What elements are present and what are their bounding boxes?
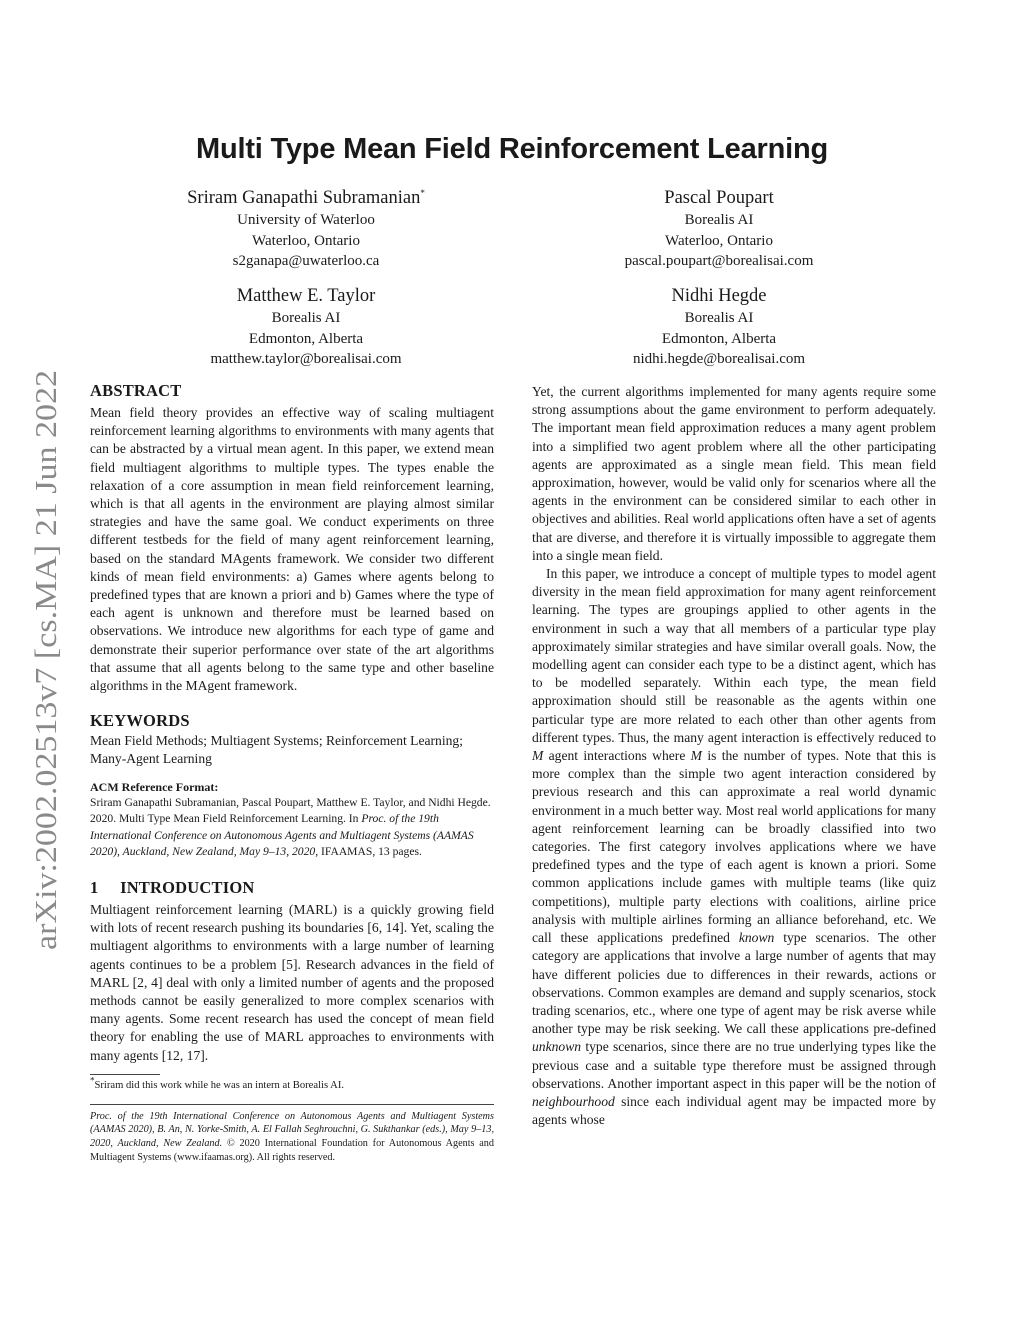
intro-paragraph-2: Yet, the current algorithms implemented for many agents require some strong assumptions about the game environment to perform adequately. The important mean field approximation reduces a many agent problem into a simplified two agent problem where all the other participating agents are approximated as a single mean field. This mean field approximation, however, would be valid only for scenarios where all the agents in the environment can be considered similar to each other in objectives and abilities. Real world applications often have a set of agents that are diverse, and therefore it is virtually impossible to aggregate them into a single mean field.	[532, 384, 936, 563]
acm-reference-text: Sriram Ganapathi Subramanian, Pascal Poupart, Matthew E. Taylor, and Nidhi Hegde. 2020. Multi Type Mean Field Reinforcement Learning. In Proc. of the 19th International Conference on Autonomous Agents and Multiagent Systems (AAMAS 2020), Auckland, New Zealand, May 9–13, 2020, IFAAMAS, 13 pages.	[90, 795, 491, 859]
author-affiliation: Borealis AI	[271, 310, 341, 326]
author-name: Matthew E. Taylor	[236, 286, 376, 306]
intro-paragraph-1: Multiagent reinforcement learning (MARL) is a quickly growing field with lots of recent research pushing its boundaries [6, 14]. Yet, scaling the multiagent algorithms to environments with a large number of learning agents continues to be a problem [5]. Research advances in the field of MARL [2, 4] deal with only a limited number of agents and the proposed methods cannot be easily generalized to more complex scenarios with many agents. Some recent research has used the concept of mean field theory for enabling the use of MARL approaches to environments with many agents [12, 17].	[90, 902, 494, 1063]
author-name: Sriram Ganapathi Subramanian*	[187, 187, 425, 208]
arxiv-stamp	[16, 360, 68, 960]
keywords-text: Mean Field Methods; Multiagent Systems; Reinforcement Learning; Many-Agent Learning	[90, 733, 464, 767]
author-name: Pascal Poupart	[664, 188, 774, 208]
abstract-heading: ABSTRACT	[90, 381, 182, 400]
author-location: Edmonton, Alberta	[248, 330, 364, 347]
footnote-rule	[90, 1074, 160, 1075]
author-affiliation: Borealis AI	[684, 310, 754, 326]
arxiv-stamp-text: arXiv:2002.02513v7 [cs.MA] 21 Jun 2022	[28, 421, 63, 950]
author-block-4	[554, 284, 884, 370]
author-block-1	[141, 186, 471, 272]
abstract-text: Mean field theory provides an effective way of scaling multiagent reinforcement learning algorithms to environments with many agents that can be abstracted by a virtual mean agent. In this paper, we extend mean field multiagent algorithms to multiple types. The types enable the relaxation of a core assumption in mean field reinforcement learning, which is that all agents in the environment are playing almost similar strategies and have the same goal. We conduct experiments on three different testbeds for the field of many agent reinforcement learning, based on the standard MAgents framework. We consider two different kinds of mean field environments: a) Games where agents belong to predefined types that are known a priori and b) Games where the type of each agent is unknown and therefore must be learned based on observations. We introduce new algorithms for each type of game and demonstrate their superior performance over state of the art algorithms that assume that all agents belong to the same type and other baseline algorithms in the MAgent framework.	[90, 405, 494, 694]
introduction-heading: 1 INTRODUCTION	[90, 878, 255, 898]
proceedings-rule	[90, 1104, 494, 1105]
right-column	[532, 383, 936, 1129]
author-email: matthew.taylor@borealisai.com	[210, 351, 402, 367]
author-name: Nidhi Hegde	[671, 286, 767, 306]
acm-reference-heading: ACM Reference Format:	[90, 779, 219, 794]
intro-paragraph-3: In this paper, we introduce a concept of multiple types to model agent diversity in the mean field approximation for many agent reinforcement learning. The types are groupings applied to other agents in the environment in such a way that all members of a particular type play approximately similar strategies and have similar overall goals. Now, the modelling agent can consider each type to be a distinct agent, which has to be modelled separately. Within each type, the mean field approximation should still be reasonable as the agents within one particular type are more related to each other than other agents from different types. Thus, the many agent interaction is effectively reduced to M agent interactions where M is the number of types. Note that this is more complex than the simple two agent interaction considered by previous research and this can approximate a real world dynamic environment in a much better way. Most real world applications for many agent reinforcement learning can be broadly classified into two categories. The first category involves applications where we have predefined types and the type of each agent is known a priori. Some common applications include games with multiple teams (like quiz competitions), multiple party elections with coalitions, airline price analysis with multiple airlines forming an alliance beforehand, etc. We call these applications predefined known type scenarios. The other category are applications that involve a large number of agents that may have different policies due to differences in their rewards, actions or observations. Common examples are demand and supply scenarios, stock trading scenarios, etc., where one type of agent may be risk averse while another type may be risk seeking. We call these applications pre-defined unknown type scenarios, since there are no true underlying types like the previous case and a suitable type therefore must be assigned through observations. Another important aspect in this paper will be the notion of neighbourhood since each individual agent may be impacted more by agents whose	[532, 566, 937, 1128]
proceedings-note: Proc. of the 19th International Conference on Autonomous Agents and Multiagent Systems (AAMAS 2020), B. An, N. Yorke-Smith, A. El Fallah Seghrouchni, G. Sukthankar (eds.), May 9–13, 2020, Auckland, New Zealand. © 2020 International Foundation for Autonomous Agents and Multiagent Systems (www.ifaamas.org). All rights reserved.	[90, 1110, 494, 1163]
author-block-2	[554, 186, 884, 272]
author-block-3	[141, 284, 471, 370]
left-column	[90, 380, 494, 1164]
paper-title: Multi Type Mean Field Reinforcement Learning	[196, 133, 828, 165]
author-location: Waterloo, Ontario	[252, 232, 360, 249]
author-email: s2ganapa@uwaterloo.ca	[232, 253, 380, 269]
author-email: nidhi.hegde@borealisai.com	[632, 351, 806, 367]
author-affiliation: Borealis AI	[684, 212, 754, 228]
author-location: Waterloo, Ontario	[665, 232, 773, 249]
author-email: pascal.poupart@borealisai.com	[624, 253, 814, 269]
author-location: Edmonton, Alberta	[661, 330, 777, 347]
author-affiliation: University of Waterloo	[237, 212, 375, 228]
footnote: *Sriram did this work while he was an intern at Borealis AI.	[90, 1075, 344, 1091]
keywords-heading: KEYWORDS	[90, 711, 190, 731]
